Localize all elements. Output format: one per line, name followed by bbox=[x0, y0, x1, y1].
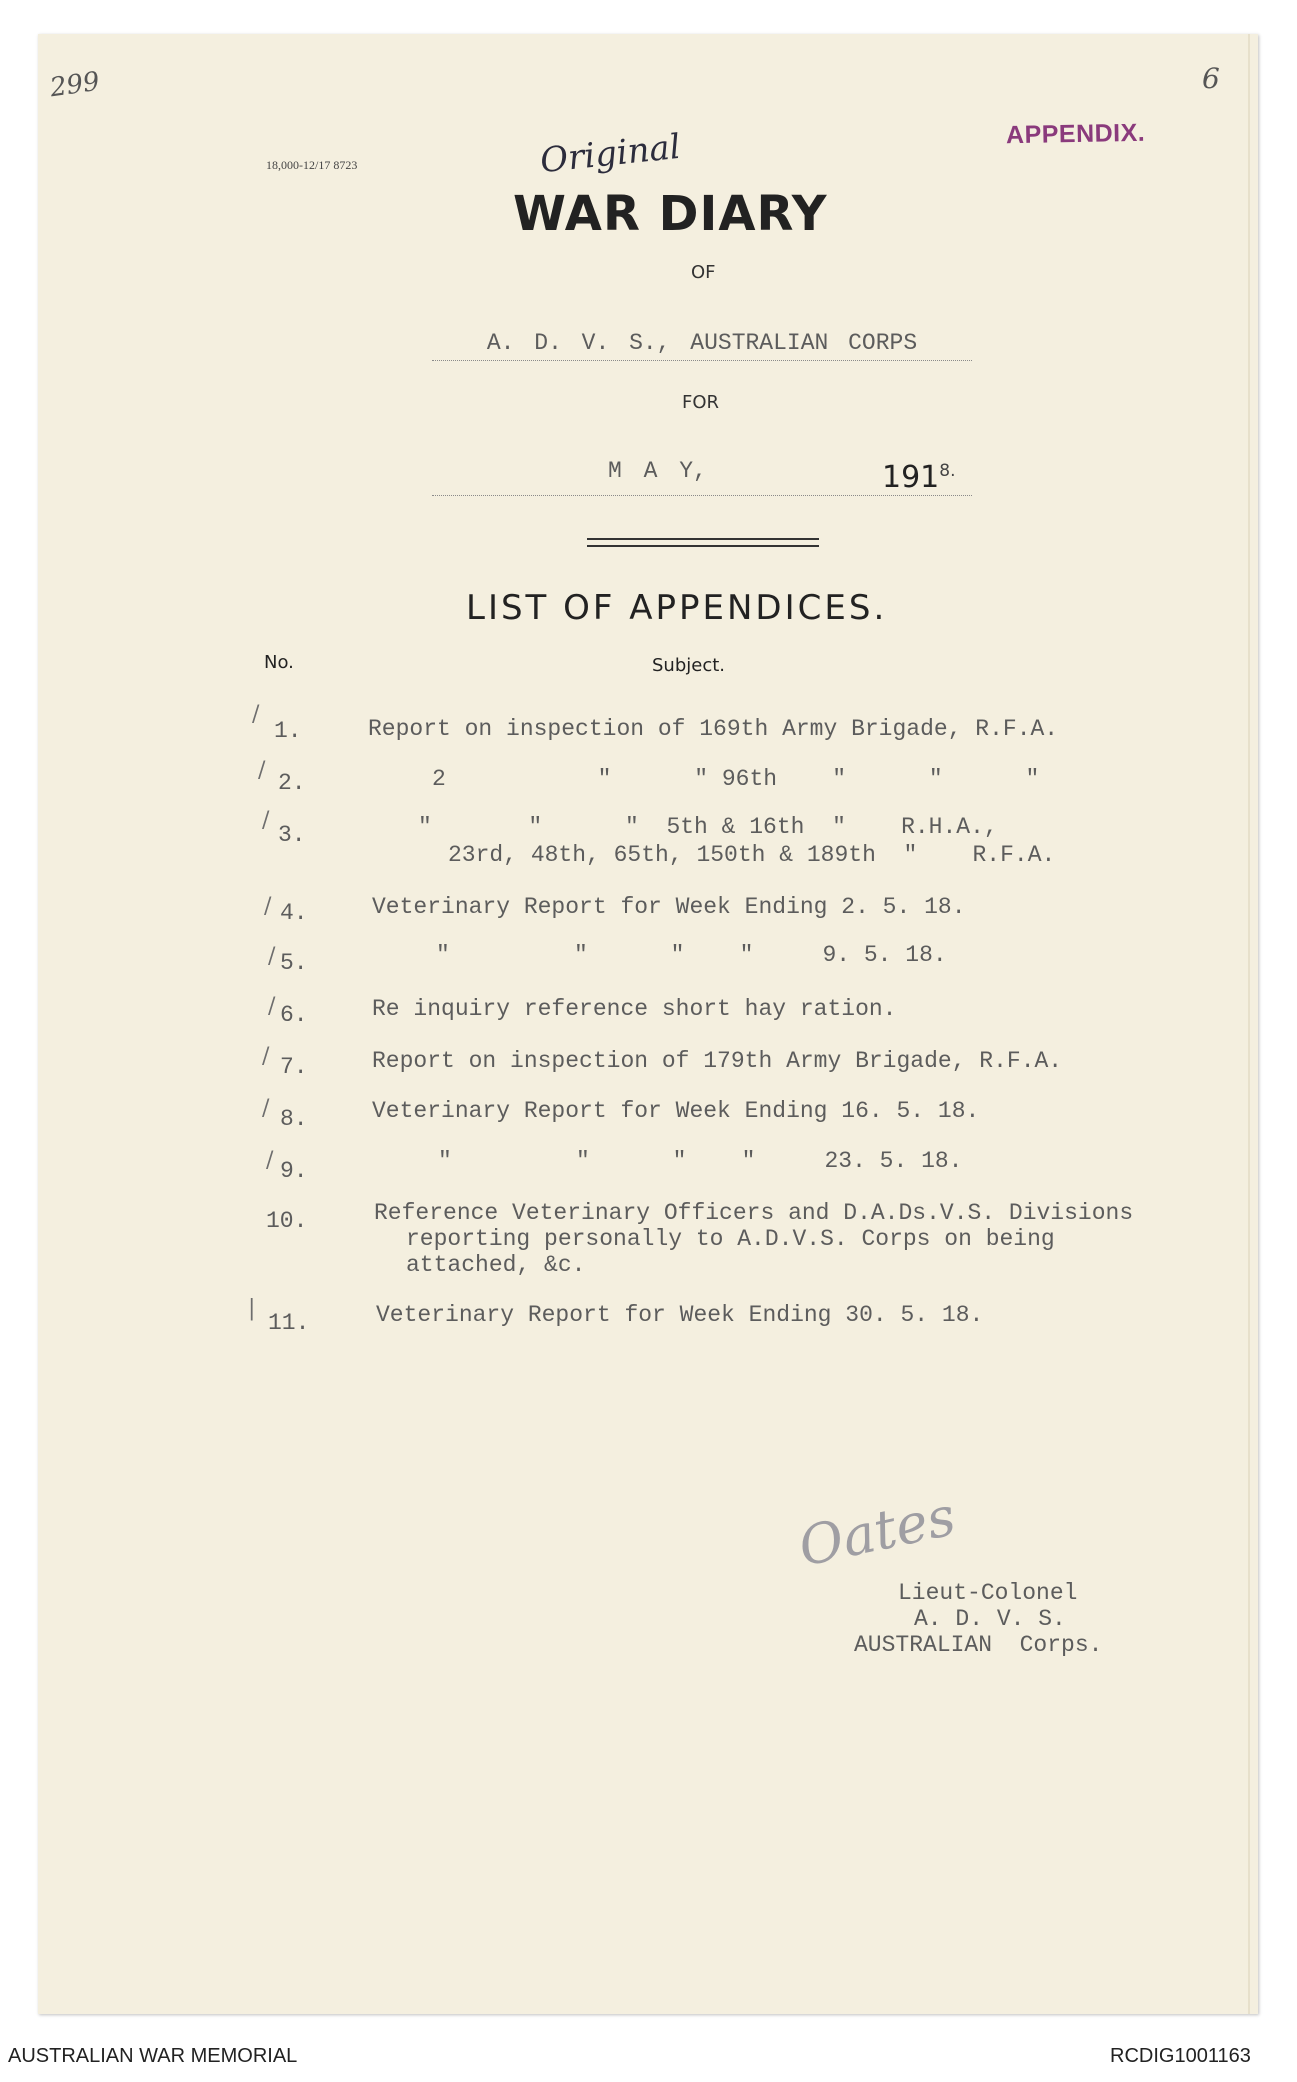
list-heading: LIST OF APPENDICES. bbox=[466, 588, 888, 628]
folio-pencil: 299 bbox=[48, 66, 102, 104]
page-number: 6 bbox=[1202, 62, 1220, 95]
tick-mark: / bbox=[262, 808, 270, 833]
for-label: FOR bbox=[682, 392, 720, 413]
item-subject-cont: attached, &c. bbox=[406, 1252, 586, 1278]
item-number: 7. bbox=[280, 1054, 308, 1080]
item-number: 1. bbox=[274, 718, 302, 744]
tick-mark: / bbox=[262, 1044, 270, 1069]
item-number: 9. bbox=[280, 1158, 308, 1184]
item-subject: 2 " " 96th " " " bbox=[432, 766, 1040, 792]
footer-id: RCDIG1001163 bbox=[1110, 2045, 1251, 2067]
item-subject: Report on inspection of 169th Army Brigade, R.F.A. bbox=[368, 716, 1059, 742]
item-number: 4. bbox=[280, 900, 308, 926]
item-number: 8. bbox=[280, 1106, 308, 1132]
double-rule bbox=[587, 538, 819, 547]
print-code: 18,000-12/17 8723 bbox=[266, 158, 358, 172]
item-subject: " " " " 23. 5. 18. bbox=[438, 1148, 963, 1174]
column-subject: Subject. bbox=[652, 655, 726, 676]
year-prefix: 191 bbox=[882, 460, 940, 495]
tick-mark: / bbox=[264, 894, 272, 919]
appendix-stamp: APPENDIX. bbox=[1005, 118, 1146, 150]
item-subject: Report on inspection of 179th Army Brigade, R.F.A. bbox=[372, 1048, 1063, 1074]
tick-mark: / bbox=[268, 994, 276, 1019]
item-subject: " " " 5th & 16th " R.H.A., bbox=[418, 814, 998, 840]
tick-mark: / bbox=[258, 758, 266, 783]
tick-mark: | bbox=[248, 1296, 256, 1321]
tick-mark: / bbox=[262, 1096, 270, 1121]
page-edge bbox=[1248, 34, 1250, 2014]
year bbox=[882, 460, 956, 495]
signature-scrawl: Oates bbox=[793, 1484, 961, 1579]
of-label: OF bbox=[691, 262, 716, 283]
item-number: 3. bbox=[278, 822, 306, 848]
signature-corps: AUSTRALIAN Corps. bbox=[854, 1632, 1103, 1658]
tick-mark: / bbox=[266, 1148, 274, 1173]
item-subject: " " " " 9. 5. 18. bbox=[436, 942, 947, 968]
footer-institution: AUSTRALIAN WAR MEMORIAL bbox=[8, 2045, 298, 2067]
item-number: 11. bbox=[268, 1310, 310, 1336]
item-number: 6. bbox=[280, 1002, 308, 1028]
unit-name: A. D. V. S., AUSTRALIAN CORPS bbox=[432, 330, 972, 361]
item-subject: Reference Veterinary Officers and D.A.Ds.V.S. Divisions bbox=[374, 1200, 1134, 1226]
period-line bbox=[432, 455, 972, 496]
signature-office: A. D. V. S. bbox=[914, 1606, 1066, 1632]
item-subject: Veterinary Report for Week Ending 16. 5. 18. bbox=[372, 1098, 980, 1124]
tick-mark: / bbox=[252, 702, 260, 727]
column-no: No. bbox=[264, 652, 294, 673]
item-number: 10. bbox=[266, 1208, 308, 1234]
month: M A Y, bbox=[608, 458, 707, 484]
item-number: 2. bbox=[278, 770, 306, 796]
item-number: 5. bbox=[280, 950, 308, 976]
tick-mark: / bbox=[268, 944, 276, 969]
item-subject-cont: 23rd, 48th, 65th, 150th & 189th " R.F.A. bbox=[448, 842, 1056, 868]
document-title: WAR DIARY bbox=[513, 186, 828, 242]
signature-rank: Lieut-Colonel bbox=[898, 1580, 1078, 1606]
year-suffix: 8. bbox=[939, 461, 956, 481]
item-subject: Veterinary Report for Week Ending 30. 5. 18. bbox=[376, 1302, 984, 1328]
item-subject: Veterinary Report for Week Ending 2. 5. 18. bbox=[372, 894, 966, 920]
item-subject: Re inquiry reference short hay ration. bbox=[372, 996, 897, 1022]
item-subject-cont: reporting personally to A.D.V.S. Corps on being bbox=[406, 1226, 1055, 1252]
handwritten-original: Original bbox=[538, 126, 683, 182]
